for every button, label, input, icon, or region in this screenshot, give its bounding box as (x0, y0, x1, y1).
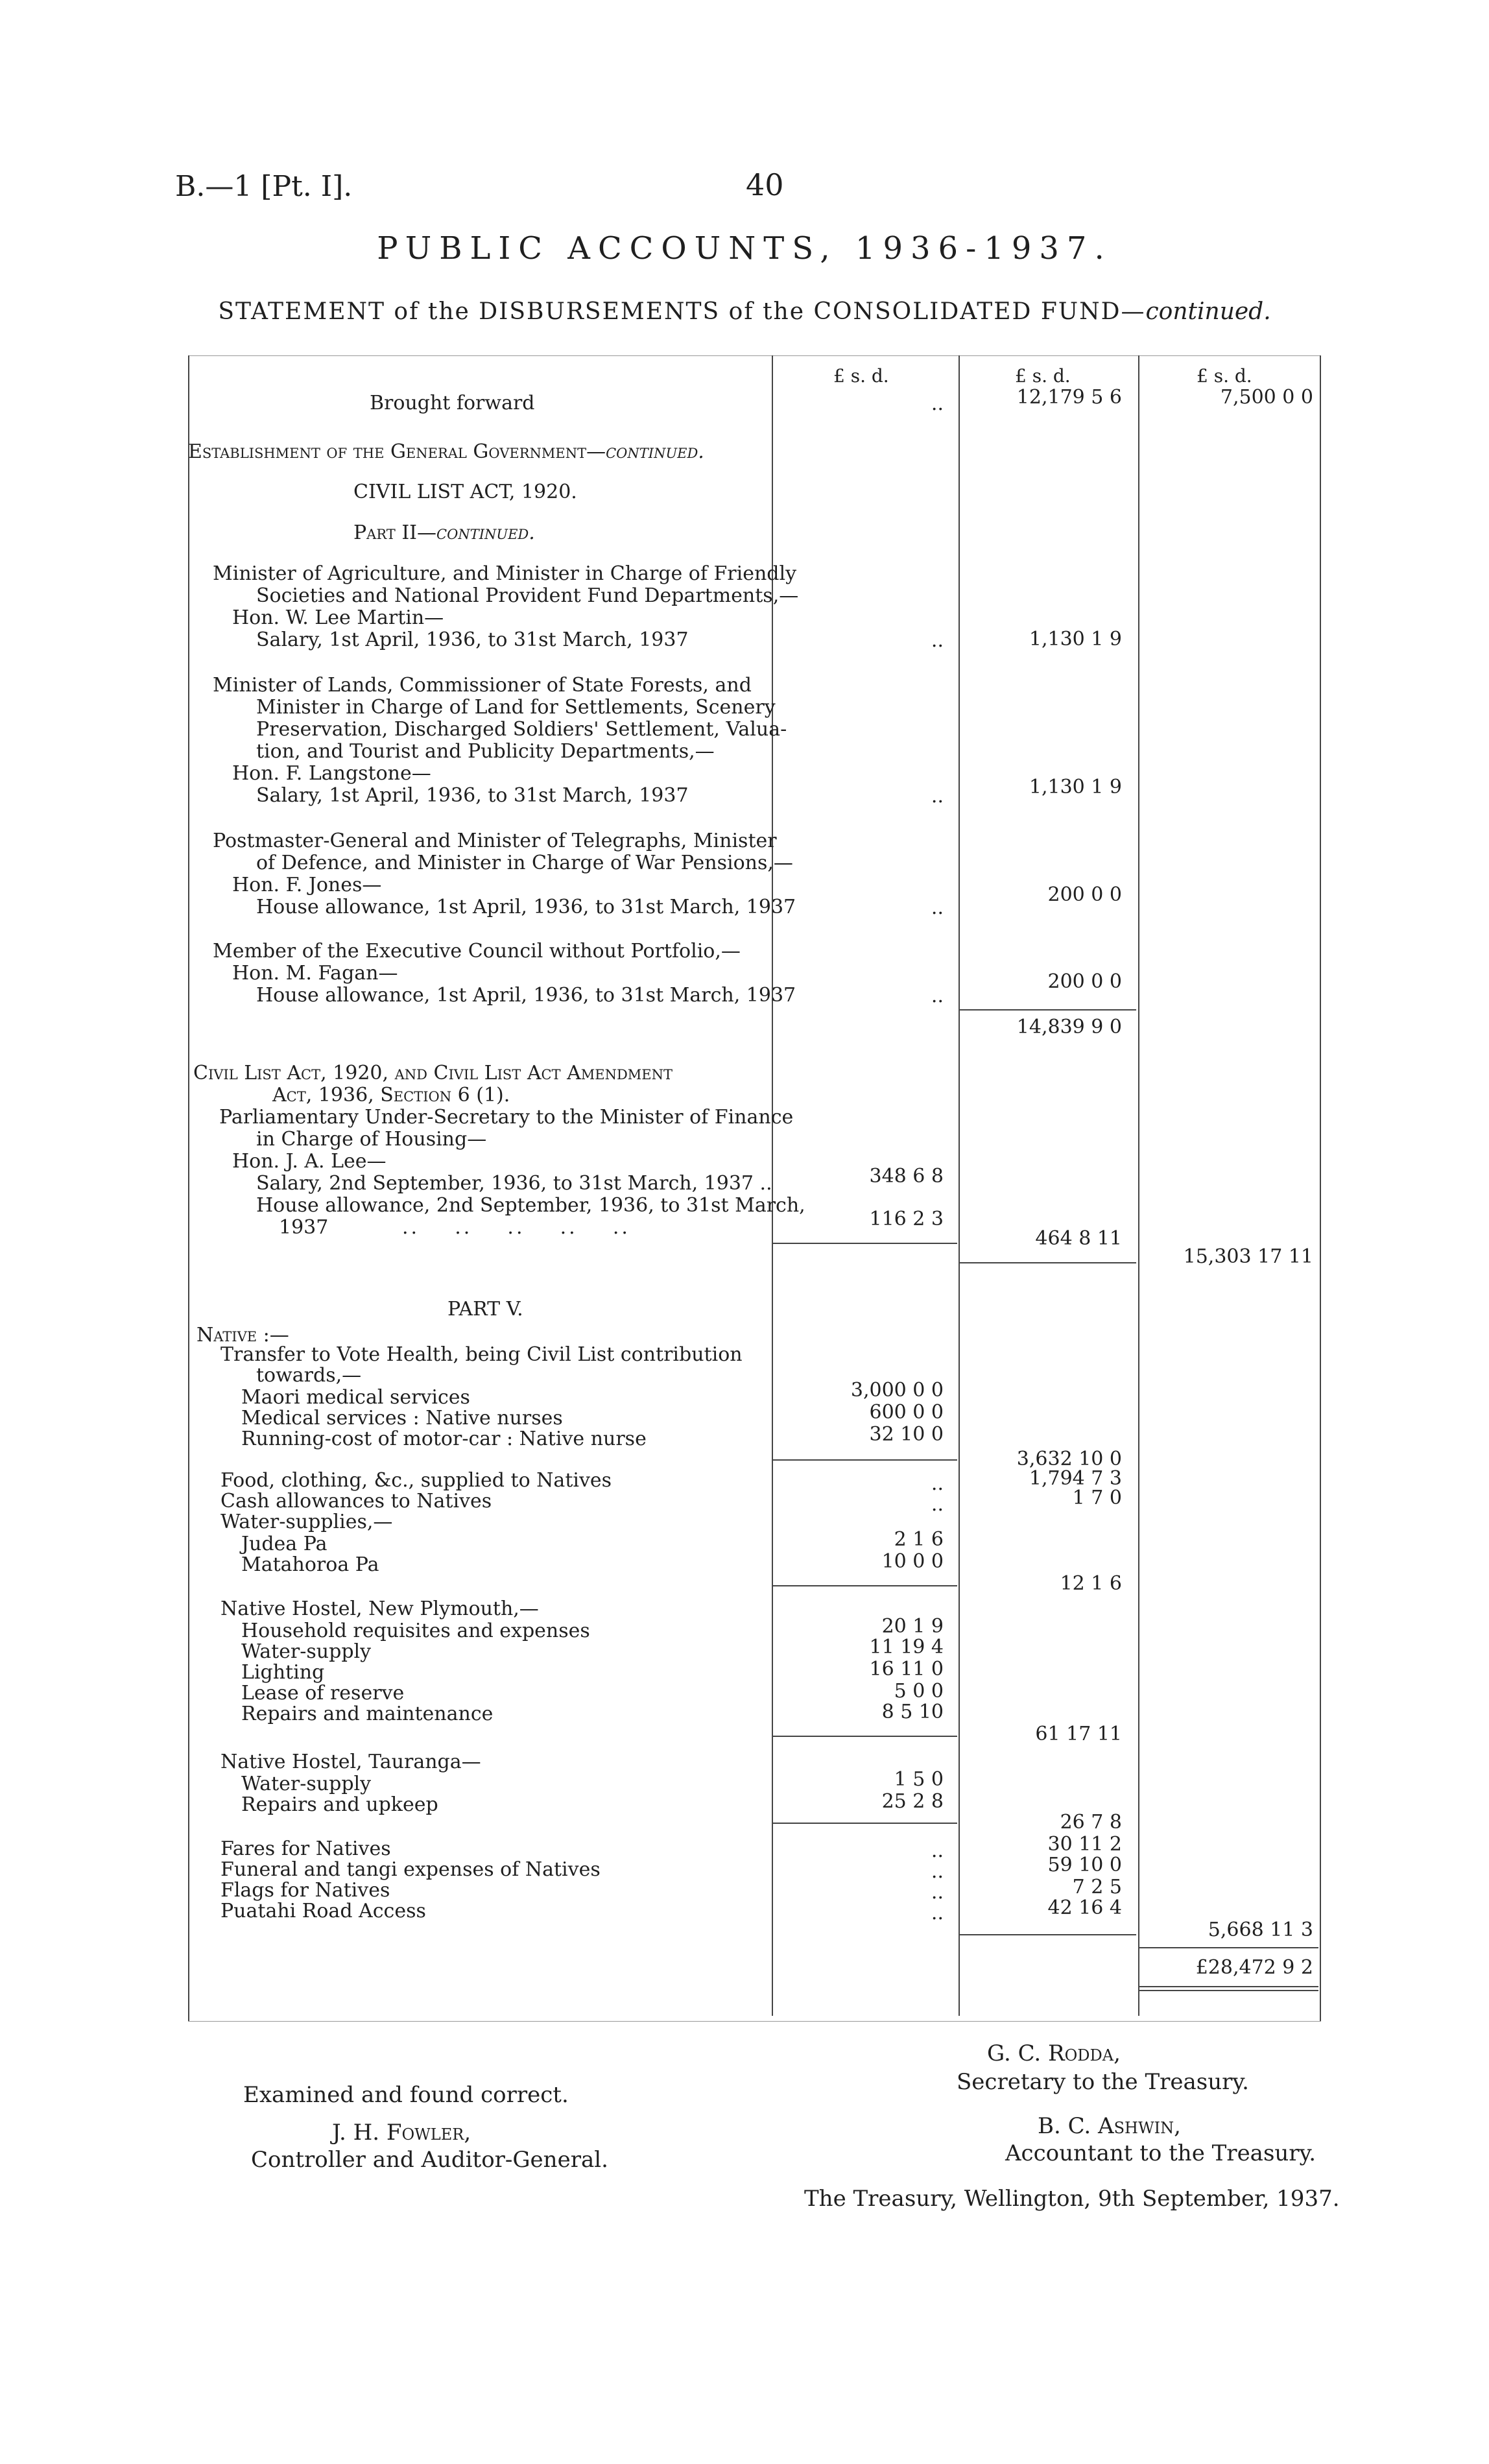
misc-c2: 7 2 5 (1072, 1876, 1122, 1898)
entry-c2: 200 0 0 (1047, 883, 1122, 906)
misc-c1: .. (931, 1881, 944, 1904)
t-item: Repairs and upkeep (241, 1793, 438, 1816)
auditor-name: J. H. Fowler, (332, 2120, 471, 2146)
place-date: The Treasury, Wellington, 9th September, 1937. (804, 2186, 1340, 2212)
entry-line: Postmaster-General and Minister of Telegraphs, Minister (213, 830, 777, 852)
col3-divider (1138, 355, 1139, 2016)
water-rule (773, 1585, 957, 1586)
section2-line: 1937 (279, 1216, 329, 1239)
entry-line: House allowance, 1st April, 1936, to 31st March, 1937 (256, 984, 796, 1007)
entry-c1: .. (931, 629, 944, 652)
np-item: Household requisites and expenses (241, 1620, 590, 1642)
subtitle-italic: continued. (1145, 298, 1271, 325)
misc-label: Puatahi Road Access (220, 1900, 426, 1922)
entry-line: Salary, 1st April, 1936, to 31st March, 1937 (256, 628, 689, 651)
section2-total-c2: 464 8 11 (1035, 1227, 1122, 1250)
left-border (188, 355, 189, 2021)
entry-line: Minister of Agriculture, and Minister in Charge of Friendly (213, 562, 797, 585)
section2-total-c3: 15,303 17 11 (1183, 1245, 1313, 1268)
np-item-c1: 5 0 0 (894, 1680, 944, 1703)
cash-c1: .. (931, 1493, 944, 1516)
section2-rule (773, 1243, 957, 1244)
transfer-item: Maori medical services (241, 1386, 470, 1409)
food-c1: .. (931, 1472, 944, 1495)
section-heading-text: Establishment of the General Government— (188, 440, 606, 463)
matahoroa-c1: 10 0 0 (881, 1550, 944, 1573)
grand-rule-bottom2 (1139, 1990, 1318, 1991)
entry-line: Hon. F. Jones— (232, 874, 382, 896)
part5-c2-rule (960, 1934, 1136, 1935)
t-item: Water-supply (241, 1773, 372, 1795)
np-item-c1: 11 19 4 (869, 1636, 944, 1658)
document-code: B.—1 [Pt. I]. (175, 170, 353, 203)
misc-label: Funeral and tangi expenses of Natives (220, 1858, 601, 1881)
misc-c2: 59 10 0 (1047, 1854, 1122, 1876)
section2-line: Civil List Act, 1920, and Civil List Act Amendment (193, 1062, 673, 1084)
subtotal1: 14,839 9 0 (1016, 1016, 1122, 1038)
native-heading: Native :— (197, 1324, 289, 1346)
water-supplies-label: Water-supplies,— (220, 1511, 393, 1533)
part-heading-italic: continued. (436, 521, 535, 544)
grand-total: £28,472 9 2 (1195, 1956, 1313, 1979)
section2-line: Act, 1936, Section 6 (1). (272, 1084, 510, 1106)
col2-divider (959, 355, 960, 2016)
misc-c2: 42 16 4 (1047, 1896, 1122, 1919)
grand-rule-bottom (1139, 1986, 1318, 1987)
transfer-line: towards,— (256, 1364, 362, 1387)
entry-line: Hon. W. Lee Martin— (232, 606, 444, 629)
transfer-item-c1: 32 10 0 (869, 1423, 944, 1446)
bottom-rule (188, 2021, 1321, 2022)
part-heading-text: Part II— (353, 521, 437, 544)
transfer-item-c1: 600 0 0 (869, 1401, 944, 1424)
subtotal1-rule (960, 1009, 1136, 1011)
act-heading: CIVIL LIST ACT, 1920. (353, 481, 577, 503)
leader-dots: .. .. .. .. .. (402, 1216, 630, 1239)
judea-label: Judea Pa (241, 1533, 328, 1555)
secretary-name: G. C. Rodda, (987, 2040, 1121, 2066)
t-rule (773, 1823, 957, 1824)
accountant-name: B. C. Ashwin, (1038, 2113, 1181, 2139)
hostel-np-label: Native Hostel, New Plymouth,— (220, 1597, 539, 1620)
page-title: PUBLIC ACCOUNTS, 1936-1937. (377, 230, 1112, 267)
section2-line: Parliamentary Under-Secretary to the Minister of Finance (219, 1106, 794, 1129)
entry-c1: .. (931, 785, 944, 807)
transfer-total: 3,632 10 0 (1016, 1448, 1122, 1470)
entry-line: Hon. M. Fagan— (232, 962, 398, 985)
entry-line: Societies and National Provident Fund Departments,— (256, 584, 799, 607)
section2-c2-rule (960, 1262, 1136, 1263)
entry-line: House allowance, 1st April, 1936, to 31st March, 1937 (256, 896, 796, 918)
part5-total: 5,668 11 3 (1208, 1919, 1313, 1941)
brought-forward-c3: 7,500 0 0 (1220, 386, 1313, 409)
house-c1: 116 2 3 (869, 1208, 944, 1230)
col1-header: £ s. d. (833, 365, 889, 387)
t-total: 26 7 8 (1060, 1811, 1122, 1834)
section2-line: Salary, 2nd September, 1936, to 31st March, 1937 .. (256, 1172, 772, 1195)
np-item-c1: 8 5 10 (881, 1701, 944, 1723)
t-item-c1: 25 2 8 (881, 1790, 944, 1813)
entry-line: Minister in Charge of Land for Settlements, Scenery (256, 696, 776, 719)
np-item: Lighting (241, 1661, 325, 1684)
section-heading (188, 441, 704, 463)
entry-line: of Defence, and Minister in Charge of War Pensions,— (256, 852, 793, 874)
cash-c2: 1 7 0 (1072, 1487, 1122, 1509)
misc-c2: 30 11 2 (1047, 1833, 1122, 1856)
salary-c1: 348 6 8 (869, 1165, 944, 1188)
secretary-title: Secretary to the Treasury. (957, 2069, 1249, 2095)
section2-line: Hon. J. A. Lee— (232, 1150, 387, 1173)
transfer-item: Medical services : Native nurses (241, 1407, 563, 1429)
t-item-c1: 1 5 0 (894, 1768, 944, 1791)
np-item: Repairs and maintenance (241, 1703, 494, 1725)
judea-c1: 2 1 6 (894, 1528, 944, 1551)
entry-line: Preservation, Discharged Soldiers' Settlement, Valua- (256, 718, 787, 741)
brought-forward-c2: 12,179 5 6 (1016, 386, 1122, 409)
grand-rule-top (1139, 1947, 1318, 1948)
entry-c2: 1,130 1 9 (1029, 628, 1122, 651)
transfer-item-c1: 3,000 0 0 (850, 1379, 944, 1402)
page-number: 40 (746, 167, 784, 202)
part-heading (353, 522, 535, 544)
col3-header: £ s. d. (1197, 365, 1252, 387)
entry-c2: 200 0 0 (1047, 970, 1122, 993)
entry-c2: 1,130 1 9 (1029, 776, 1122, 798)
np-rule (773, 1736, 957, 1737)
entry-line: Hon. F. Langstone— (232, 762, 431, 785)
transfer-item: Running-cost of motor-car : Native nurse (241, 1428, 647, 1450)
matahoroa-label: Matahoroa Pa (241, 1553, 379, 1576)
section-heading-italic: continued. (606, 440, 704, 463)
entry-line: tion, and Tourist and Publicity Departments,— (256, 740, 715, 763)
subtitle-text: STATEMENT of the DISBURSEMENTS of the CONSOLIDATED FUND— (218, 298, 1146, 325)
right-border (1320, 355, 1321, 2021)
np-item: Lease of reserve (241, 1682, 405, 1704)
np-item-c1: 20 1 9 (881, 1615, 944, 1638)
col2-header: £ s. d. (1015, 365, 1071, 387)
top-rule (188, 355, 1321, 356)
misc-label: Fares for Natives (220, 1837, 391, 1860)
entry-c1: .. (931, 985, 944, 1007)
accountant-title: Accountant to the Treasury. (1005, 2140, 1316, 2166)
brought-forward-c1: .. (931, 392, 944, 415)
brought-forward-label: Brought forward (370, 392, 535, 414)
food-label: Food, clothing, &c., supplied to Natives (220, 1469, 612, 1492)
section2-line: in Charge of Housing— (256, 1128, 487, 1151)
statement-subtitle (0, 298, 1489, 325)
np-item: Water-supply (241, 1640, 372, 1663)
np-total: 61 17 11 (1035, 1723, 1122, 1745)
entry-line: Minister of Lands, Commissioner of State Forests, and (213, 674, 752, 697)
entry-line: Salary, 1st April, 1936, to 31st March, 1937 (256, 784, 689, 807)
misc-label: Flags for Natives (220, 1879, 390, 1902)
misc-c1: .. (931, 1902, 944, 1924)
np-item-c1: 16 11 0 (869, 1658, 944, 1681)
section2-line: House allowance, 2nd September, 1936, to 31st March, (256, 1194, 805, 1217)
misc-c1: .. (931, 1839, 944, 1862)
transfer-rule (773, 1459, 957, 1461)
entry-c1: .. (931, 896, 944, 919)
water-total: 12 1 6 (1060, 1572, 1122, 1595)
auditor-title: Controller and Auditor-General. (251, 2147, 608, 2173)
food-c2: 1,794 7 3 (1029, 1467, 1122, 1490)
misc-c1: .. (931, 1860, 944, 1883)
part5-heading: PART V. (447, 1298, 523, 1321)
hostel-t-label: Native Hostel, Tauranga— (220, 1751, 481, 1773)
transfer-line: Transfer to Vote Health, being Civil List contribution (220, 1343, 743, 1366)
entry-line: Member of the Executive Council without Portfolio,— (213, 940, 741, 963)
examined-text: Examined and found correct. (243, 2082, 569, 2108)
cash-label: Cash allowances to Natives (220, 1490, 492, 1513)
